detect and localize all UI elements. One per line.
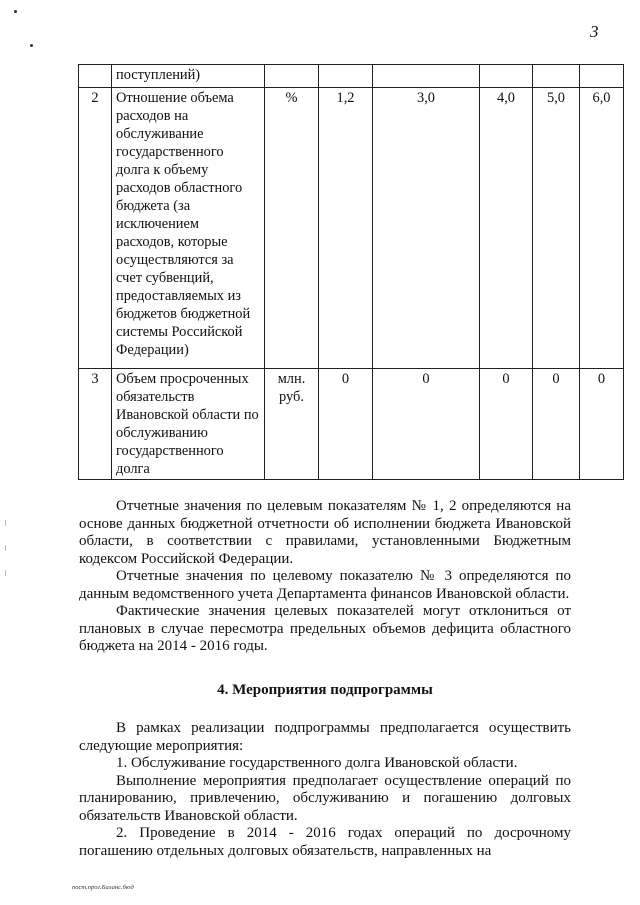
paragraph: Отчетные значения по целевому показателю № 3 определяются по данным ведомственного учета Департамента финансов Ивановской области. [79, 568, 571, 602]
unit-cell [265, 65, 319, 88]
value-cell: 0 [373, 369, 480, 480]
indicator-name: поступлений) [112, 65, 265, 88]
section-body [79, 720, 571, 860]
value-cell: 0 [480, 369, 533, 480]
value-cell: 0 [580, 369, 624, 480]
scan-mark [14, 10, 17, 13]
table-row [79, 369, 624, 480]
value-cell: 3,0 [373, 88, 480, 369]
value-cell: 5,0 [533, 88, 580, 369]
table-row [79, 88, 624, 369]
value-cell [580, 65, 624, 88]
row-number: 3 [79, 369, 112, 480]
indicator-name: Отношение объема расходов на обслуживание государственного долга к объему расходов областного бюджета (за исключением расходов, которые осуществляются за счет субвенций, предоставляемых из бюджетов бюджетной системы Российской Федерации) [112, 88, 265, 369]
value-cell: 4,0 [480, 88, 533, 369]
paragraph: Фактические значения целевых показателей могут отклониться от плановых в случае пересмотра предельных объемов дефицита областного бюджета на 2014 - 2016 годы. [79, 603, 571, 654]
scan-mark [30, 44, 33, 47]
indicator-name: Объем просроченных обязательств Ивановской области по обслуживанию государственного долга [112, 369, 265, 480]
page-number: 3 [590, 22, 599, 41]
value-cell [533, 65, 580, 88]
paragraph: В рамках реализации подпрограммы предполагается осуществить следующие мероприятия: [79, 720, 571, 754]
value-cell [373, 65, 480, 88]
paragraph: Отчетные значения по целевым показателям № 1, 2 определяются на основе данных бюджетной отчетности об исполнении бюджета Ивановской области, в соответствии с правилами, установленными Бюджетным кодексом Российской Федерации. [79, 498, 571, 567]
value-cell [319, 65, 373, 88]
scan-mark [5, 570, 6, 576]
footer-note: пост.прог.Баланс.бюд [72, 884, 134, 891]
value-cell: 0 [319, 369, 373, 480]
row-number: 2 [79, 88, 112, 369]
indicators-table [78, 64, 624, 480]
scan-mark [5, 520, 6, 526]
value-cell: 1,2 [319, 88, 373, 369]
table-row [79, 65, 624, 88]
paragraph: 2. Проведение в 2014 - 2016 годах операций по досрочному погашению отдельных долговых обязательств, направленных на [79, 825, 571, 859]
unit-cell: млн. руб. [265, 369, 319, 480]
value-cell: 6,0 [580, 88, 624, 369]
scan-mark [5, 545, 6, 551]
indicator-notes [79, 498, 571, 656]
unit-cell: % [265, 88, 319, 369]
value-cell [480, 65, 533, 88]
row-number [79, 65, 112, 88]
paragraph: 1. Обслуживание государственного долга Ивановской области. [116, 755, 518, 771]
value-cell: 0 [533, 369, 580, 480]
section-heading: 4. Мероприятия подпрограммы [217, 682, 433, 698]
paragraph: Выполнение мероприятия предполагает осуществление операций по планированию, привлечению, обслуживанию и погашению долговых обязательств Ивановской области. [79, 772, 571, 824]
